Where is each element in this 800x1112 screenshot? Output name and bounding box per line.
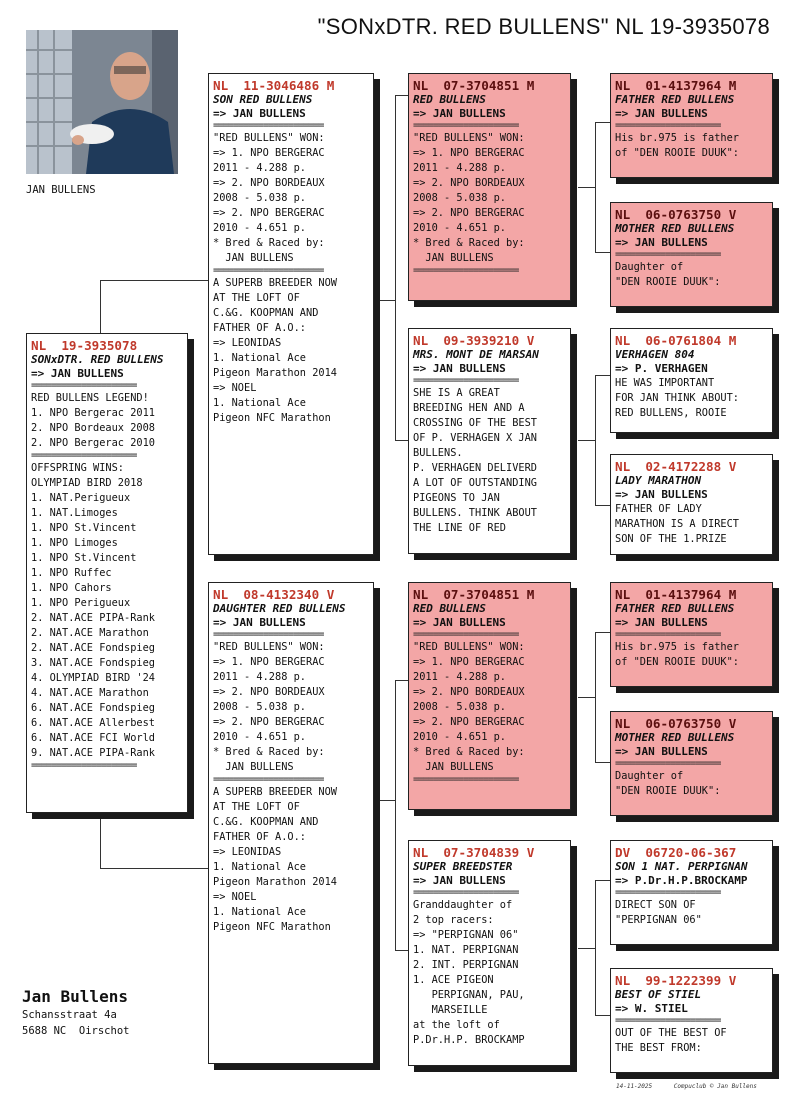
bird-owner: => JAN BULLENS <box>615 488 708 501</box>
connector <box>395 950 408 951</box>
dam-card[interactable] <box>208 582 374 1064</box>
bird-owner: => JAN BULLENS <box>213 107 306 120</box>
ring-number: NL 11-3046486 M <box>213 78 335 93</box>
text-line: DIRECT SON OF <box>615 899 696 911</box>
ring-number: NL 07-3704839 V <box>413 845 535 860</box>
granddam-paternal-card[interactable] <box>408 328 571 554</box>
text-line: => LEONIDAS <box>213 846 282 858</box>
photo-caption: JAN BULLENS <box>26 184 96 196</box>
text-line: "RED BULLENS" WON: <box>413 641 525 653</box>
bird-owner: => JAN BULLENS <box>413 874 506 887</box>
divider: ===================== <box>615 121 721 131</box>
text-line: * Bred & Raced by: <box>213 237 325 249</box>
text-line: Pigeon Marathon 2014 <box>213 367 337 379</box>
text-line: of "DEN ROOIE DUUK": <box>615 147 739 159</box>
connector <box>100 280 208 281</box>
ring-number: DV 06720-06-367 <box>615 845 737 860</box>
text-line: 2. NPO Bordeaux 2008 <box>31 422 155 434</box>
text-line: 1. National Ace <box>213 861 306 873</box>
divider: ===================== <box>413 775 519 785</box>
text-line: 1. NAT. PERPIGNAN <box>413 944 519 956</box>
text-line: AT THE LOFT OF <box>213 801 300 813</box>
connector <box>378 800 395 801</box>
bird-owner: => W. STIEL <box>615 1002 688 1015</box>
text-line: FOR JAN THINK ABOUT: <box>615 392 739 404</box>
connector <box>595 880 596 1015</box>
bird-owner: => JAN BULLENS <box>31 367 124 380</box>
text-line: OF P. VERHAGEN X JAN <box>413 432 537 444</box>
ring-number: NL 99-1222399 V <box>615 973 737 988</box>
ring-number: NL 19-3935078 <box>31 338 138 353</box>
connector <box>578 697 595 698</box>
ring-number: NL 06-0763750 V <box>615 207 737 222</box>
text-line: 1. NPO Ruffec <box>31 567 112 579</box>
grandsire-maternal-card[interactable] <box>408 582 571 810</box>
connector <box>378 300 395 301</box>
connector <box>595 762 610 763</box>
ring-number: NL 01-4137964 M <box>615 78 737 93</box>
text-line: 2010 - 4.651 p. <box>213 731 306 743</box>
text-line: PERPIGNAN, PAU, <box>413 989 525 1001</box>
footer-breeder-name: Jan Bullens <box>22 987 128 1006</box>
grandsire-paternal-card[interactable] <box>408 73 571 301</box>
text-line: => NOEL <box>213 382 257 394</box>
connector <box>395 680 396 950</box>
text-line: => 2. NPO BERGERAC <box>213 207 325 219</box>
text-line: "RED BULLENS" WON: <box>213 132 325 144</box>
text-line: "DEN ROOIE DUUK": <box>615 276 721 288</box>
text-line: 1. NPO St.Vincent <box>31 552 137 564</box>
text-line: His br.975 is father <box>615 132 739 144</box>
text-line: 4. NAT.ACE Marathon <box>31 687 149 699</box>
divider: ===================== <box>413 121 519 131</box>
connector <box>595 375 596 505</box>
text-line: Daughter of <box>615 770 684 782</box>
bird-owner: => JAN BULLENS <box>213 616 306 629</box>
bird-name: FATHER RED BULLENS <box>615 602 735 615</box>
text-line: MARSEILLE <box>413 1004 488 1016</box>
text-line: RED BULLENS, ROOIE <box>615 407 727 419</box>
text-line: => 1. NPO BERGERAC <box>413 656 525 668</box>
text-line: SHE IS A GREAT <box>413 387 500 399</box>
bird-owner: => JAN BULLENS <box>615 107 708 120</box>
text-line: 2011 - 4.288 p. <box>213 671 306 683</box>
divider: ===================== <box>413 888 519 898</box>
text-line: 2008 - 5.038 p. <box>213 701 306 713</box>
text-line: * Bred & Raced by: <box>213 746 325 758</box>
text-line: => 1. NPO BERGERAC <box>213 147 325 159</box>
text-line: 2008 - 5.038 p. <box>413 701 506 713</box>
text-line: JAN BULLENS <box>413 761 494 773</box>
text-line: FATHER OF LADY <box>615 503 702 515</box>
connector <box>395 95 408 96</box>
great-grandparent-card-6[interactable] <box>610 711 773 816</box>
sire-card[interactable] <box>208 73 374 555</box>
text-line: JAN BULLENS <box>213 252 294 264</box>
connector <box>595 880 610 881</box>
text-line: => LEONIDAS <box>213 337 282 349</box>
divider: ===================== <box>413 266 519 276</box>
connector <box>595 375 610 376</box>
text-line: BREEDING HEN AND A <box>413 402 525 414</box>
text-line: BULLENS. THINK ABOUT <box>413 507 537 519</box>
bird-name: SON RED BULLENS <box>213 93 313 106</box>
text-line: 9. NAT.ACE PIPA-Rank <box>31 747 155 759</box>
text-line: Daughter of <box>615 261 684 273</box>
text-line: * Bred & Raced by: <box>413 746 525 758</box>
text-line: 1. NPO Limoges <box>31 537 118 549</box>
text-line: => 1. NPO BERGERAC <box>413 147 525 159</box>
connector <box>395 440 408 441</box>
text-line: 1. NPO St.Vincent <box>31 522 137 534</box>
connector <box>100 868 208 869</box>
text-line: 2011 - 4.288 p. <box>413 671 506 683</box>
text-line: JAN BULLENS <box>413 252 494 264</box>
text-line: THE BEST FROM: <box>615 1042 702 1054</box>
bird-owner: => JAN BULLENS <box>413 616 506 629</box>
text-line: "RED BULLENS" WON: <box>213 641 325 653</box>
text-line: BULLENS. <box>413 447 463 459</box>
text-line: RED BULLENS LEGEND! <box>31 392 149 404</box>
text-line: => 1. NPO BERGERAC <box>213 656 325 668</box>
text-line: 1. National Ace <box>213 397 306 409</box>
bird-name: RED BULLENS <box>413 93 486 106</box>
great-grandparent-card-5[interactable] <box>610 582 773 687</box>
connector <box>595 252 610 253</box>
bird-owner: => JAN BULLENS <box>615 616 708 629</box>
connector <box>100 280 101 333</box>
text-line: 6. NAT.ACE Fondspieg <box>31 702 155 714</box>
text-line: => 2. NPO BORDEAUX <box>213 177 325 189</box>
text-line: A SUPERB BREEDER NOW <box>213 277 337 289</box>
text-line: A SUPERB BREEDER NOW <box>213 786 337 798</box>
print-footnote: 14-11-2025 Compuclub © Jan Bullens <box>616 1083 757 1090</box>
text-line: => 2. NPO BERGERAC <box>413 207 525 219</box>
text-line: of "DEN ROOIE DUUK": <box>615 656 739 668</box>
text-line: THE LINE OF RED <box>413 522 506 534</box>
footer-street: Schansstraat 4a <box>22 1009 117 1021</box>
bird-name: RED BULLENS <box>413 602 486 615</box>
ring-number: NL 09-3939210 V <box>413 333 535 348</box>
connector <box>595 632 596 762</box>
connector <box>595 122 610 123</box>
text-line: 6. NAT.ACE FCI World <box>31 732 155 744</box>
bird-name: LADY MARATHON <box>615 474 702 487</box>
great-grandparent-card-8[interactable] <box>610 968 773 1073</box>
divider: ===================== <box>615 250 721 260</box>
text-line: 2. INT. PERPIGNAN <box>413 959 519 971</box>
ring-number: NL 01-4137964 M <box>615 587 737 602</box>
ring-number: NL 07-3704851 M <box>413 78 535 93</box>
text-line: 1. National Ace <box>213 906 306 918</box>
great-grandparent-card-7[interactable] <box>610 840 773 945</box>
ring-number: NL 08-4132340 V <box>213 587 335 602</box>
text-line: 1. ACE PIGEON <box>413 974 494 986</box>
page-title: "SONxDTR. RED BULLENS" NL 19-3935078 <box>317 14 770 39</box>
connector <box>578 187 595 188</box>
great-grandparent-card-1[interactable] <box>610 73 773 178</box>
great-grandparent-card-4[interactable] <box>610 454 773 555</box>
text-line: => 2. NPO BERGERAC <box>413 716 525 728</box>
connector <box>395 680 408 681</box>
text-line: 2010 - 4.651 p. <box>413 222 506 234</box>
bird-owner: => JAN BULLENS <box>615 745 708 758</box>
text-line: 3. NAT.ACE Fondspieg <box>31 657 155 669</box>
bird-name: SUPER BREEDSTER <box>413 860 513 873</box>
text-line: SON OF THE 1.PRIZE <box>615 533 727 545</box>
text-line: PIGEONS TO JAN <box>413 492 500 504</box>
bird-owner: => JAN BULLENS <box>413 107 506 120</box>
bird-name: MRS. MONT DE MARSAN <box>413 348 539 361</box>
text-line: His br.975 is father <box>615 641 739 653</box>
text-line: 2. NPO Bergerac 2010 <box>31 437 155 449</box>
text-line: => 2. NPO BORDEAUX <box>213 686 325 698</box>
text-line: => 2. NPO BORDEAUX <box>413 177 525 189</box>
text-line: OLYMPIAD BIRD 2018 <box>31 477 143 489</box>
text-line: OUT OF THE BEST OF <box>615 1027 727 1039</box>
granddam-maternal-card[interactable] <box>408 840 571 1066</box>
text-line: 2. NAT.ACE Marathon <box>31 627 149 639</box>
divider: ===================== <box>615 888 721 898</box>
text-line: 1. NAT.Limoges <box>31 507 118 519</box>
text-line: OFFSPRING WINS: <box>31 462 124 474</box>
bird-name: SONxDTR. RED BULLENS <box>31 353 164 366</box>
connector <box>100 813 101 869</box>
ring-number: NL 06-0761804 M <box>615 333 737 348</box>
text-line: => "PERPIGNAN 06" <box>413 929 519 941</box>
bird-owner: => JAN BULLENS <box>615 236 708 249</box>
text-line: JAN BULLENS <box>213 761 294 773</box>
connector <box>595 1015 610 1016</box>
bird-owner: => P.Dr.H.P.BROCKAMP <box>615 874 748 887</box>
text-line: MARATHON IS A DIRECT <box>615 518 739 530</box>
connector <box>578 440 595 441</box>
text-line: FATHER OF A.O.: <box>213 322 306 334</box>
divider: ====================== <box>213 775 324 785</box>
divider: ===================== <box>615 759 721 769</box>
text-line: * Bred & Raced by: <box>413 237 525 249</box>
text-line: 1. National Ace <box>213 352 306 364</box>
text-line: P.Dr.H.P. BROCKAMP <box>413 1034 525 1046</box>
text-line: AT THE LOFT OF <box>213 292 300 304</box>
divider: ===================== <box>615 630 721 640</box>
text-line: 2010 - 4.651 p. <box>413 731 506 743</box>
text-line: FATHER OF A.O.: <box>213 831 306 843</box>
great-grandparent-card-2[interactable] <box>610 202 773 307</box>
divider: ====================== <box>213 266 324 276</box>
text-line: Granddaughter of <box>413 899 513 911</box>
bird-name: FATHER RED BULLENS <box>615 93 735 106</box>
text-line: 6. NAT.ACE Allerbest <box>31 717 155 729</box>
great-grandparent-card-3[interactable] <box>610 328 773 433</box>
connector <box>595 505 610 506</box>
connector <box>578 948 595 949</box>
bird-name: MOTHER RED BULLENS <box>615 731 735 744</box>
footer-city: 5688 NC Oirschot <box>22 1025 130 1037</box>
divider: ===================== <box>31 761 137 771</box>
text-line: at the loft of <box>413 1019 500 1031</box>
divider: ===================== <box>413 376 519 386</box>
text-line: "PERPIGNAN 06" <box>615 914 702 926</box>
divider: ===================== <box>31 451 137 461</box>
text-line: 2011 - 4.288 p. <box>213 162 306 174</box>
text-line: 2. NAT.ACE PIPA-Rank <box>31 612 155 624</box>
text-line: => 2. NPO BORDEAUX <box>413 686 525 698</box>
text-line: C.&G. KOOPMAN AND <box>213 816 319 828</box>
breeder-photo <box>26 30 178 174</box>
connector <box>595 632 610 633</box>
divider: ===================== <box>31 381 137 391</box>
bird-name: SON 1 NAT. PERPIGNAN <box>615 860 748 873</box>
ring-number: NL 07-3704851 M <box>413 587 535 602</box>
text-line: 2011 - 4.288 p. <box>413 162 506 174</box>
text-line: Pigeon NFC Marathon <box>213 412 331 424</box>
divider: ====================== <box>213 630 324 640</box>
text-line: 2008 - 5.038 p. <box>413 192 506 204</box>
text-line: => NOEL <box>213 891 257 903</box>
text-line: 1. NPO Perigueux <box>31 597 131 609</box>
text-line: "RED BULLENS" WON: <box>413 132 525 144</box>
text-line: A LOT OF OUTSTANDING <box>413 477 537 489</box>
breeder-photo-image <box>26 30 178 174</box>
bird-owner: => JAN BULLENS <box>413 362 506 375</box>
divider: ===================== <box>615 1016 721 1026</box>
bird-name: VERHAGEN 804 <box>615 348 695 361</box>
divider: ====================== <box>213 121 324 131</box>
text-line: Pigeon NFC Marathon <box>213 921 331 933</box>
text-line: 2 top racers: <box>413 914 494 926</box>
text-line: C.&G. KOOPMAN AND <box>213 307 319 319</box>
text-line: P. VERHAGEN DELIVERD <box>413 462 537 474</box>
text-line: 1. NPO Bergerac 2011 <box>31 407 155 419</box>
bird-name: MOTHER RED BULLENS <box>615 222 735 235</box>
text-line: Pigeon Marathon 2014 <box>213 876 337 888</box>
ring-number: NL 06-0763750 V <box>615 716 737 731</box>
text-line: 4. OLYMPIAD BIRD '24 <box>31 672 155 684</box>
text-line: => 2. NPO BERGERAC <box>213 716 325 728</box>
text-line: 1. NAT.Perigueux <box>31 492 131 504</box>
text-line: 1. NPO Cahors <box>31 582 112 594</box>
connector <box>595 122 596 252</box>
text-line: 2. NAT.ACE Fondspieg <box>31 642 155 654</box>
text-line: 2008 - 5.038 p. <box>213 192 306 204</box>
text-line: HE WAS IMPORTANT <box>615 377 715 389</box>
bird-owner: => P. VERHAGEN <box>615 362 708 375</box>
main-bird-card[interactable] <box>26 333 188 813</box>
bird-name: DAUGHTER RED BULLENS <box>213 602 346 615</box>
text-line: "DEN ROOIE DUUK": <box>615 785 721 797</box>
divider: ===================== <box>413 630 519 640</box>
bird-name: BEST OF STIEL <box>615 988 702 1001</box>
text-line: CROSSING OF THE BEST <box>413 417 537 429</box>
ring-number: NL 02-4172288 V <box>615 459 737 474</box>
text-line: 2010 - 4.651 p. <box>213 222 306 234</box>
connector <box>395 95 396 440</box>
